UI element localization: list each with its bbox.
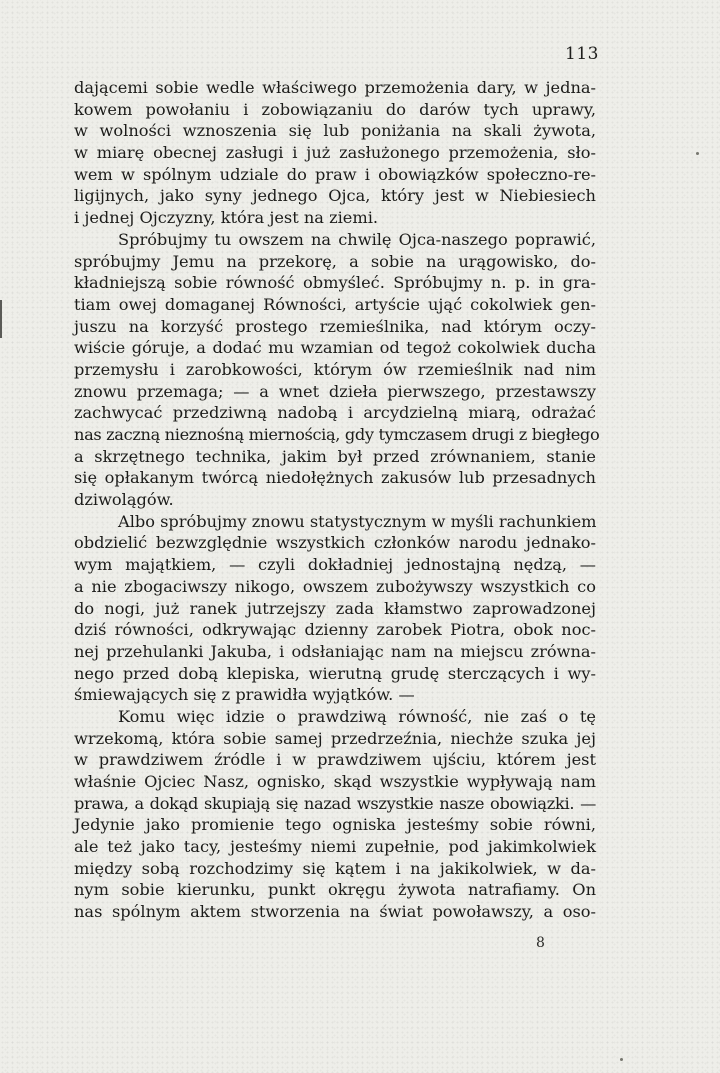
scan-speck [696,152,699,155]
text-line: kowem powołaniu i zobowiązaniu do darów tych uprawy, [74,99,596,119]
text-line: do nogi, już ranek jutrzejszy zada kłamstwo zaprowadzonej [74,598,596,618]
text-line: śmiewających się z prawidła wyjątków. — [74,685,415,705]
text-line: ale też jako tacy, jesteśmy niemi zupełnie, pod jakimkolwiek [74,837,596,857]
page-number: 113 [565,44,599,64]
text-line: nej przehulanki Jakuba, i odsłaniając nam na miejscu zrówna- [74,641,596,661]
text-line: zachwycać przedziwną nadobą i arcydzielną miarą, odrażać [74,403,596,423]
text-line: tiam owej domaganej Równości, artyście ująć cokolwiek gen- [74,294,596,314]
text-line: w miarę obecnej zasługi i już zasłużonego przemożenia, sło- [74,143,596,163]
text-line: Jedynie jako promienie tego ogniska jesteśmy sobie równi, [74,815,596,835]
scan-edge-mark [0,300,2,338]
text-line: się opłakanym twórcą niedołężnych zakusów lub przesadnych [74,468,596,488]
text-line: nas zaczną nieznośną miernością, gdy tymczasem drugi z biegłego [74,425,600,444]
text-line: juszu na korzyść prostego rzemieślnika, nad którym oczy- [74,316,596,336]
text-line: w prawdziwem źródle i w prawdziwem ujściu, którem jest [74,750,596,770]
text-line: a nie zbogaciwszy nikogo, owszem zubożywszy wszystkich co [74,576,596,596]
scan-speck [620,1058,623,1061]
text-line: a skrzętnego technika, jakim był przed zrównaniem, stanie [74,446,596,466]
text-line: właśnie Ojciec Nasz, ognisko, skąd wszystkie wypływają nam [74,772,596,791]
text-line: znowu przemaga; — a wnet dzieła pierwszego, przestawszy [74,381,596,401]
body-text [74,77,600,923]
text-line: Komu więc idzie o prawdziwą równość, nie zaś o tę [118,706,596,726]
text-line: nego przed dobą klepiska, wierutną grudę sterczących i wy- [74,663,596,683]
printer-signature-mark: 8 [536,935,545,951]
text-line: ligijnych, jako syny jednego Ojca, który jest w Niebiesiech [74,186,596,206]
text-line: obdzielić bezwzględnie wszystkich członków narodu jednako- [74,533,596,553]
text-line: w wolności wznoszenia się lub poniżania na skali żywota, [74,121,596,141]
text-line: dziwolągów. [74,490,174,510]
text-line: wrzekomą, która sobie samej przedrzeźnia, niechże szuka jej [74,728,596,748]
text-line: wem w spólnym udziale do praw i obowiązków społeczno-re- [74,164,596,184]
text-line: spróbujmy Jemu na przekorę, a sobie na urągowisko, do- [74,251,596,271]
text-line: prawa, a dokąd skupiają się nazad wszystkie nasze obowiązki. — [74,793,596,813]
text-line: przemysłu i zarobkowości, którym ów rzemieślnik nad nim [74,359,596,379]
text-line: dziś równości, odkrywając dzienny zarobek Piotra, obok noc- [74,620,596,640]
text-line: kładniejszą sobie równość obmyśleć. Spróbujmy n. p. in gra- [74,273,596,293]
text-line: Albo spróbujmy znowu statystycznym w myśli rachunkiem [118,511,597,531]
text-line: wym majątkiem, — czyli dokładniej jednostajną nędzą, — [74,555,596,575]
text-line: nym sobie kierunku, punkt okręgu żywota natrafiamy. On [74,880,596,900]
text-line: i jednej Ojczyzny, która jest na ziemi. [74,208,379,228]
text-line: Spróbujmy tu owszem na chwilę Ojca-naszego poprawić, [118,229,596,249]
text-line: między sobą rozchodzimy się kątem i na jakikolwiek, w da- [74,858,596,878]
text-line: wiście góruje, a dodać mu wzamian od tegoż cokolwiek ducha [74,338,596,358]
text-line: dającemi sobie wedle właściwego przemożenia dary, w jedna- [74,78,596,97]
text-line: nas spólnym aktem stworzenia na świat powoławszy, a oso- [74,902,596,922]
